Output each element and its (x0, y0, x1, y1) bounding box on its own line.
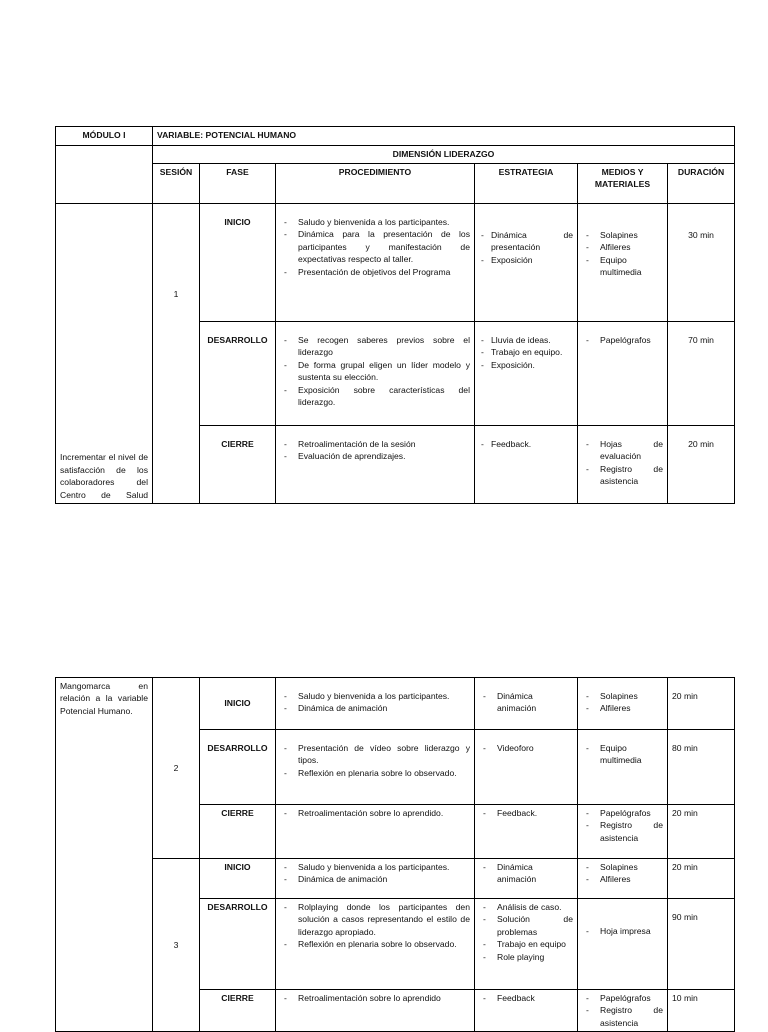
strategy-item: - Lluvia de ideas. (479, 334, 573, 346)
media-cell (578, 426, 668, 504)
dimension-title: DIMENSIÓN LIDERAZGO (153, 146, 735, 164)
procedure-list (280, 861, 470, 886)
media-item: - Equipo multimedia (582, 254, 663, 279)
media-item: - Papelógrafos (582, 807, 663, 819)
duration-cell: 90 min (668, 899, 735, 990)
procedure-item: - Presentación de vídeo sobre liderazgo y tipos. (280, 742, 470, 767)
strategy-item: - Exposición. (479, 359, 573, 371)
procedure-item: - Rolplaying donde los participantes den solución a casos representando el estilo de liderazgo apropiado. (280, 901, 470, 938)
session-plan-table-1 (55, 126, 735, 504)
strategy-item: - Dinámica animación (479, 690, 573, 715)
variable-title: VARIABLE: POTENCIAL HUMANO (153, 127, 735, 146)
procedure-item: - Reflexión en plenaria sobre lo observado. (280, 767, 470, 779)
strategy-list (479, 992, 573, 1004)
media-list (582, 742, 663, 767)
duration-cell: 80 min (668, 730, 735, 805)
objective-cell (56, 204, 153, 504)
objective-text: Incrementar el nivel de satisfacción de los colaboradores del Centro de Salud (60, 452, 148, 500)
blank-cell (56, 146, 153, 204)
procedure-item: - Dinámica para la presentación de los participantes y manifestación de expectativas respecto al taller. (280, 228, 470, 265)
phase-label: INICIO (200, 204, 276, 322)
strategy-item: - Trabajo en equipo (479, 938, 573, 950)
phase-label: CIERRE (200, 426, 276, 504)
header-fase: FASE (200, 164, 276, 204)
media-list (582, 925, 663, 937)
procedure-item: - Exposición sobre características del liderazgo. (280, 384, 470, 409)
procedure-cell (276, 899, 475, 990)
objective-text: Mangomarca en relación a la variable Potencial Humano. (60, 681, 148, 716)
media-list (582, 807, 663, 844)
phase-label: CIERRE (200, 805, 276, 859)
media-item: - Hojas de evaluación (582, 438, 663, 463)
media-cell (578, 990, 668, 1032)
procedure-cell (276, 204, 475, 322)
module-title: MÓDULO I (56, 127, 153, 146)
media-cell (578, 859, 668, 899)
procedure-item: - Retroalimentación sobre lo aprendido. (280, 807, 470, 819)
media-cell (578, 678, 668, 730)
strategy-item: - Feedback. (479, 438, 573, 450)
media-list (582, 861, 663, 886)
session-number: 1 (153, 204, 200, 504)
phase-label: INICIO (200, 678, 276, 730)
media-item: - Equipo multimedia (582, 742, 663, 767)
procedure-list (280, 901, 470, 951)
media-cell (578, 730, 668, 805)
media-item: - Solapines (582, 861, 663, 873)
strategy-list (479, 861, 573, 886)
procedure-list (280, 807, 470, 819)
header-estrategia: ESTRATEGIA (475, 164, 578, 204)
strategy-list (479, 807, 573, 819)
strategy-item: - Feedback. (479, 807, 573, 819)
phase-label: DESARROLLO (200, 899, 276, 990)
procedure-list (280, 334, 470, 409)
strategy-cell (475, 805, 578, 859)
media-list (582, 229, 663, 279)
strategy-list (479, 742, 573, 754)
strategy-list (479, 334, 573, 371)
procedure-list (280, 438, 470, 463)
procedure-item: - Se recogen saberes previos sobre el liderazgo (280, 334, 470, 359)
media-list (582, 334, 663, 346)
procedure-item: - Presentación de objetivos del Programa (280, 266, 470, 278)
procedure-cell (276, 990, 475, 1032)
strategy-cell (475, 859, 578, 899)
session-number: 2 (153, 678, 200, 859)
media-item: - Alfileres (582, 241, 663, 253)
procedure-item: - Retroalimentación sobre lo aprendido (280, 992, 470, 1004)
header-medios: MEDIOS Y MATERIALES (578, 164, 668, 204)
procedure-item: - Retroalimentación de la sesión (280, 438, 470, 450)
strategy-cell (475, 678, 578, 730)
header-sesion: SESIÓN (153, 164, 200, 204)
strategy-item: - Role playing (479, 951, 573, 963)
session-number: 3 (153, 859, 200, 1032)
procedure-item: - Dinámica de animación (280, 702, 470, 714)
media-item: - Alfileres (582, 873, 663, 885)
duration-cell: 20 min (668, 678, 735, 730)
media-item: - Solapines (582, 229, 663, 241)
objective-cell (56, 678, 153, 1032)
strategy-cell (475, 990, 578, 1032)
procedure-item: - Saludo y bienvenida a los participantes. (280, 690, 470, 702)
strategy-cell (475, 426, 578, 504)
strategy-list (479, 901, 573, 963)
media-item: - Papelógrafos (582, 992, 663, 1004)
media-item: - Registro de asistencia (582, 819, 663, 844)
procedure-list (280, 216, 470, 278)
procedure-list (280, 690, 470, 715)
strategy-item: - Trabajo en equipo. (479, 346, 573, 358)
strategy-cell (475, 204, 578, 322)
procedure-cell (276, 426, 475, 504)
header-duracion: DURACIÓN (668, 164, 735, 204)
media-cell (578, 805, 668, 859)
media-item: - Registro de asistencia (582, 1004, 663, 1029)
procedure-item: - De forma grupal eligen un líder modelo y sustenta su elección. (280, 359, 470, 384)
procedure-cell (276, 678, 475, 730)
procedure-item: - Saludo y bienvenida a los participantes. (280, 216, 470, 228)
session-plan-table-2 (55, 677, 735, 1032)
media-item: - Registro de asistencia (582, 463, 663, 488)
media-item: - Alfileres (582, 702, 663, 714)
strategy-list (479, 438, 573, 450)
procedure-item: - Evaluación de aprendizajes. (280, 450, 470, 462)
phase-label: CIERRE (200, 990, 276, 1032)
strategy-list (479, 229, 573, 266)
media-list (582, 438, 663, 488)
duration-cell: 20 min (668, 805, 735, 859)
procedure-list (280, 742, 470, 779)
strategy-item: - Dinámica animación (479, 861, 573, 886)
strategy-cell (475, 322, 578, 426)
procedure-cell (276, 859, 475, 899)
strategy-list (479, 690, 573, 715)
phase-label: DESARROLLO (200, 322, 276, 426)
media-item: - Papelógrafos (582, 334, 663, 346)
header-procedimiento: PROCEDIMIENTO (276, 164, 475, 204)
media-item: - Solapines (582, 690, 663, 702)
duration-cell: 30 min (668, 204, 735, 322)
procedure-cell (276, 805, 475, 859)
procedure-item: - Dinámica de animación (280, 873, 470, 885)
strategy-item: - Dinámica de presentación (479, 229, 573, 254)
duration-cell: 10 min (668, 990, 735, 1032)
media-cell (578, 204, 668, 322)
phase-label: DESARROLLO (200, 730, 276, 805)
procedure-item: - Saludo y bienvenida a los participantes. (280, 861, 470, 873)
strategy-cell (475, 899, 578, 990)
duration-cell: 20 min (668, 859, 735, 899)
duration-cell: 70 min (668, 322, 735, 426)
procedure-cell (276, 322, 475, 426)
procedure-item: - Reflexión en plenaria sobre lo observado. (280, 938, 470, 950)
strategy-cell (475, 730, 578, 805)
phase-label: INICIO (200, 859, 276, 899)
procedure-list (280, 992, 470, 1004)
strategy-item: - Solución de problemas (479, 913, 573, 938)
procedure-cell (276, 730, 475, 805)
strategy-item: - Feedback (479, 992, 573, 1004)
media-cell (578, 322, 668, 426)
strategy-item: - Análisis de caso. (479, 901, 573, 913)
media-list (582, 690, 663, 715)
media-cell (578, 899, 668, 990)
media-item: - Hoja impresa (582, 925, 663, 937)
strategy-item: - Exposición (479, 254, 573, 266)
strategy-item: - Videoforo (479, 742, 573, 754)
duration-cell: 20 min (668, 426, 735, 504)
